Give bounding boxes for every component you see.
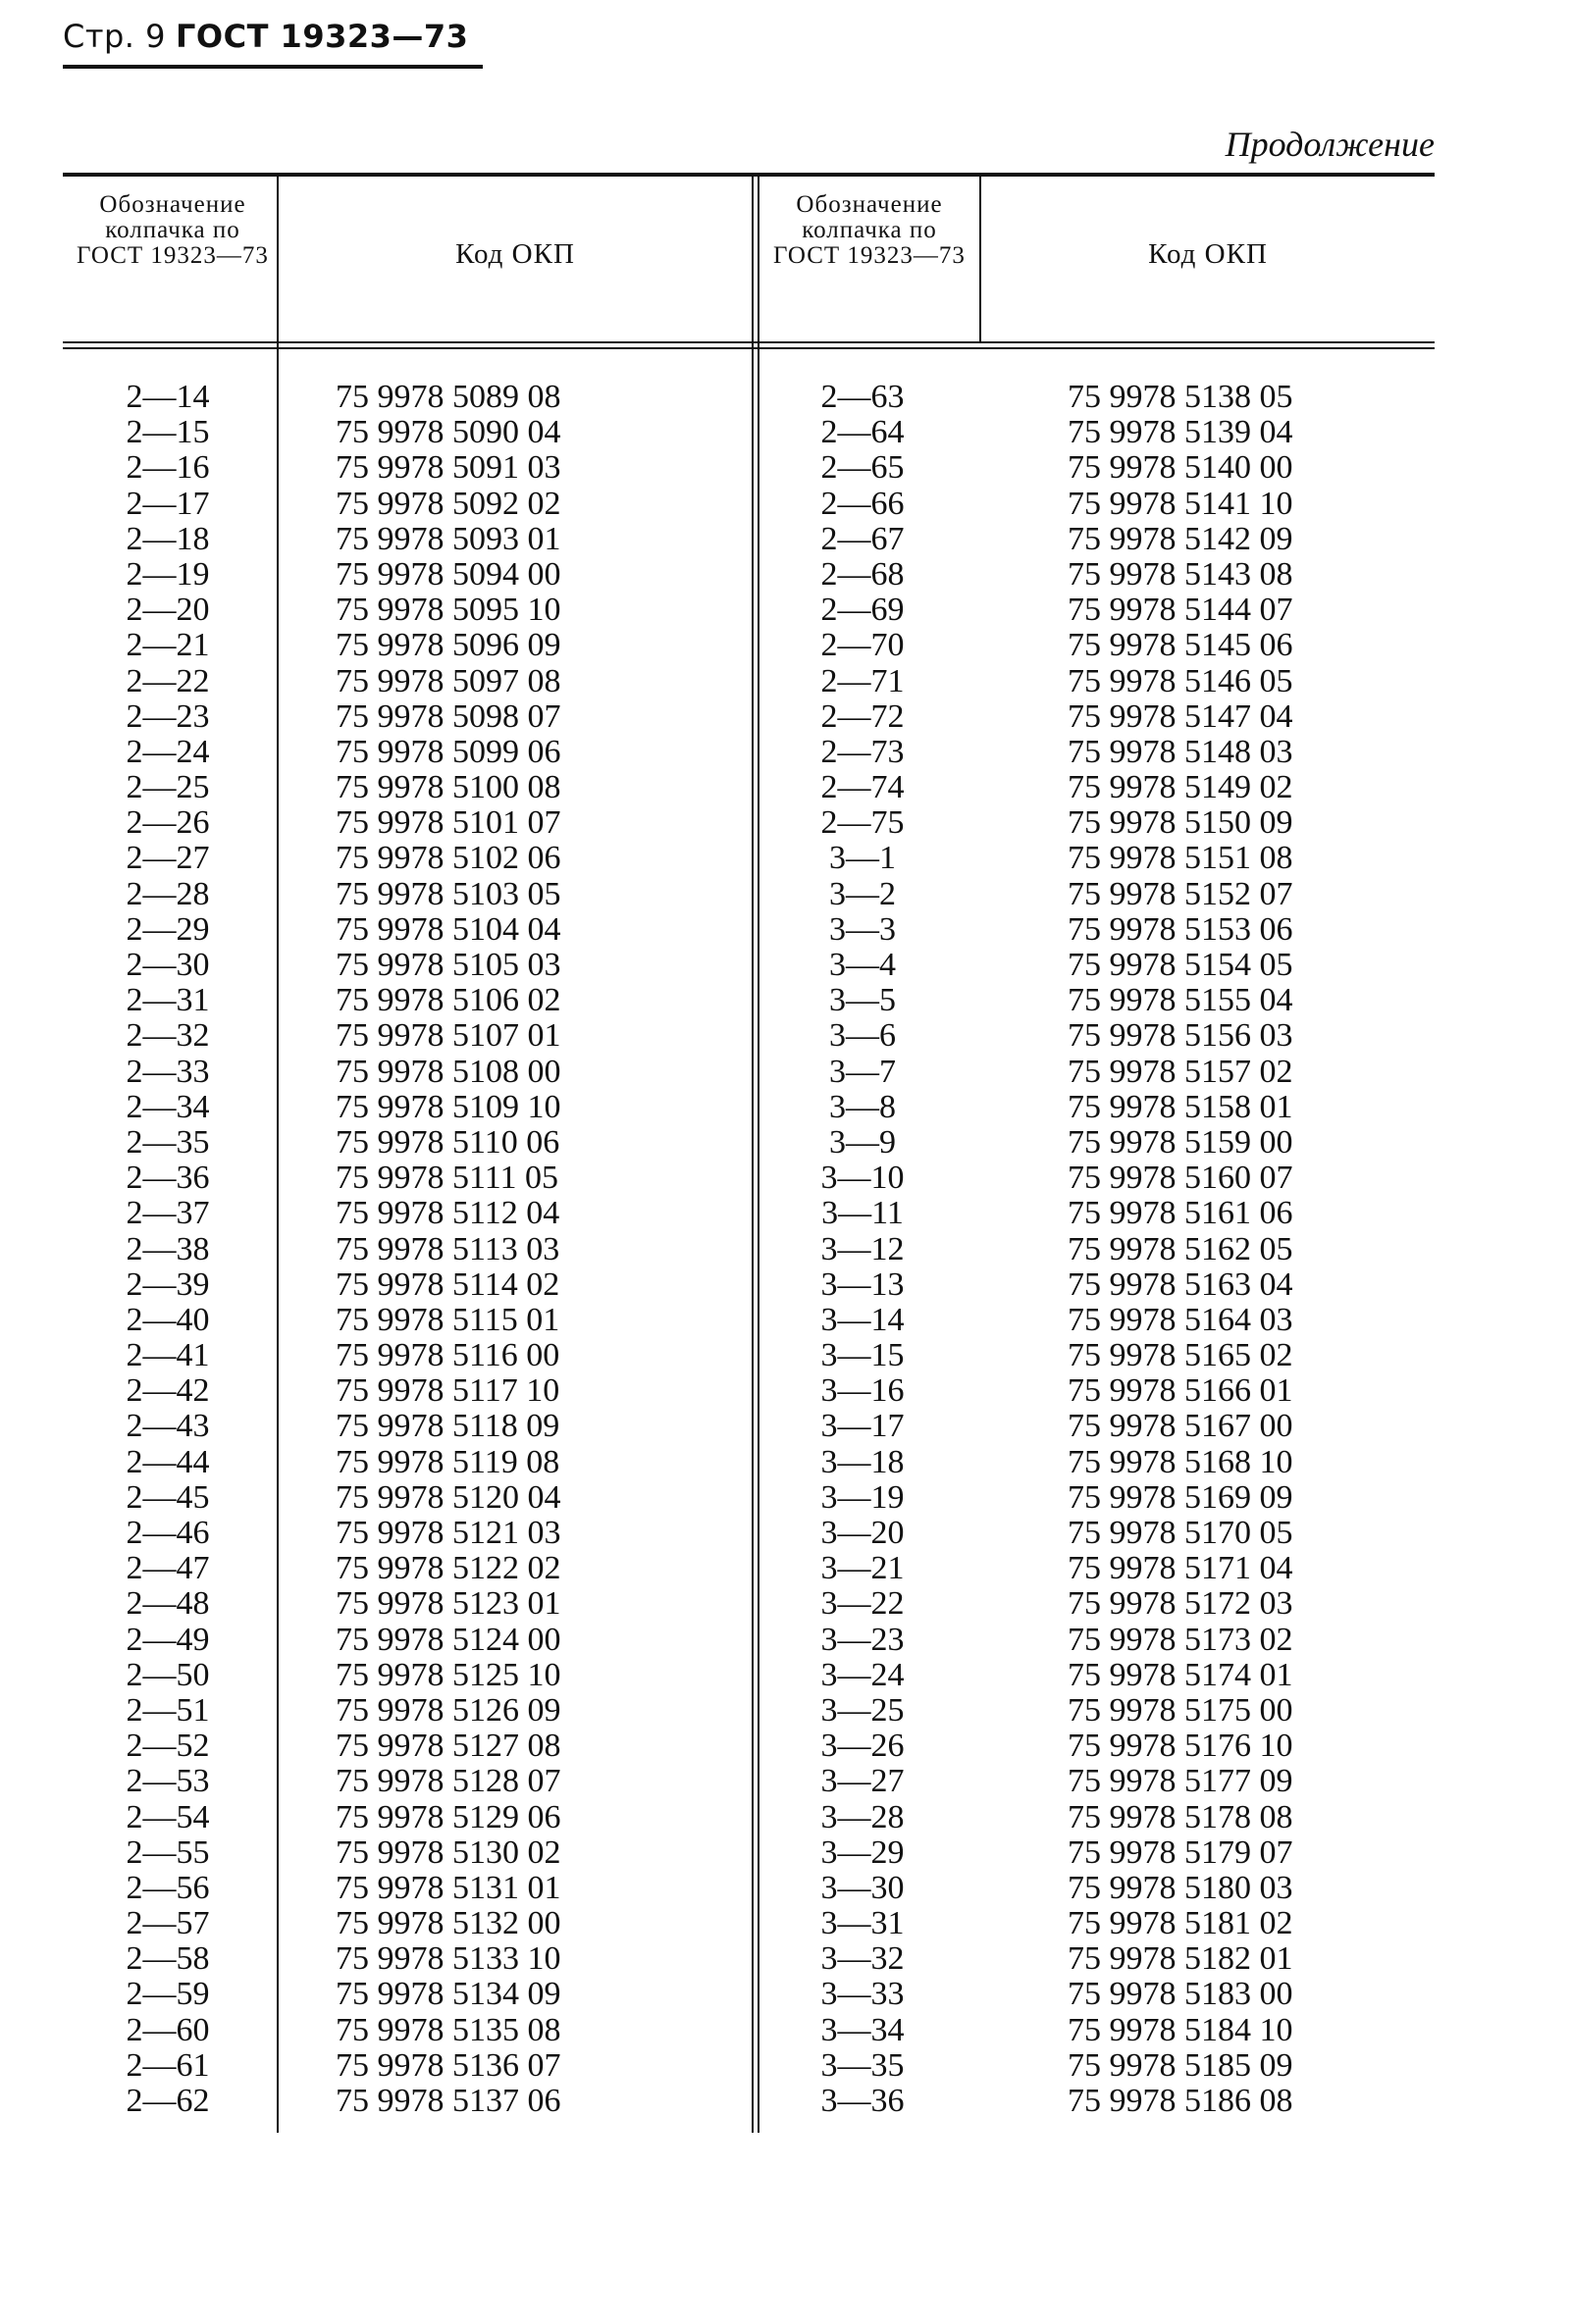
designation-cell: 2—18 — [126, 520, 210, 557]
designation-cell: 2—54 — [126, 1798, 210, 1835]
designation-cell: 2—44 — [126, 1443, 210, 1480]
okp-code-cell: 75 9978 5132 00 — [336, 1905, 561, 1942]
okp-code-cell: 75 9978 5133 10 — [336, 1940, 561, 1978]
okp-code-cell: 75 9978 5109 10 — [336, 1088, 561, 1125]
okp-code-cell: 75 9978 5147 04 — [1068, 697, 1293, 735]
designation-cell: 3—5 — [829, 982, 896, 1019]
okp-code-cell: 75 9978 5120 04 — [336, 1478, 561, 1516]
designation-cell: 2—46 — [126, 1515, 210, 1551]
okp-code-cell: 75 9978 5173 02 — [1068, 1621, 1293, 1658]
designation-cell: 2—26 — [126, 804, 210, 842]
designation-cell: 3—27 — [820, 1763, 905, 1800]
col-header-code-right: Код ОКП — [1148, 238, 1268, 270]
designation-cell: 3—22 — [820, 1585, 905, 1623]
designation-cell: 3—10 — [820, 1160, 905, 1197]
okp-code-cell: 75 9978 5099 06 — [336, 733, 561, 770]
okp-code-table — [63, 173, 1435, 2133]
designation-cell: 3—6 — [829, 1017, 896, 1055]
okp-code-cell: 75 9978 5171 04 — [1068, 1550, 1293, 1587]
divider-center-2 — [758, 175, 759, 2133]
left-designation-column — [94, 380, 241, 2119]
designation-cell: 2—28 — [126, 875, 210, 912]
okp-code-cell: 75 9978 5148 03 — [1068, 733, 1293, 770]
designation-cell: 2—58 — [126, 1940, 210, 1978]
okp-code-cell: 75 9978 5113 03 — [336, 1230, 560, 1267]
designation-cell: 3—23 — [820, 1621, 905, 1658]
designation-cell: 2—43 — [126, 1408, 210, 1445]
designation-cell: 2—40 — [126, 1301, 210, 1338]
okp-code-cell: 75 9978 5097 08 — [336, 662, 561, 699]
designation-cell: 3—8 — [829, 1088, 896, 1125]
col-header-code-left: Код ОКП — [455, 238, 575, 270]
okp-code-cell: 75 9978 5128 07 — [336, 1763, 561, 1800]
okp-code-cell: 75 9978 5123 01 — [336, 1585, 561, 1623]
okp-code-cell: 75 9978 5165 02 — [1068, 1337, 1293, 1374]
designation-cell: 2—31 — [126, 982, 210, 1019]
okp-code-cell: 75 9978 5140 00 — [1068, 449, 1293, 487]
okp-code-cell: 75 9978 5124 00 — [336, 1621, 561, 1658]
designation-cell: 2—67 — [820, 520, 905, 557]
okp-code-cell: 75 9978 5157 02 — [1068, 1053, 1293, 1090]
designation-cell: 2—37 — [126, 1195, 210, 1232]
okp-code-cell: 75 9978 5146 05 — [1068, 662, 1293, 699]
okp-code-cell: 75 9978 5106 02 — [336, 982, 561, 1019]
designation-cell: 3—19 — [820, 1478, 905, 1516]
okp-code-cell: 75 9978 5094 00 — [336, 555, 561, 593]
okp-code-cell: 75 9978 5134 09 — [336, 1976, 561, 2013]
okp-code-cell: 75 9978 5149 02 — [1068, 769, 1293, 806]
okp-code-cell: 75 9978 5135 08 — [336, 2011, 561, 2048]
okp-code-cell: 75 9978 5091 03 — [336, 449, 561, 487]
designation-cell: 2—42 — [126, 1372, 210, 1410]
okp-code-cell: 75 9978 5103 05 — [336, 875, 561, 912]
designation-cell: 2—20 — [126, 592, 210, 629]
divider-left — [277, 175, 279, 2133]
designation-cell: 2—56 — [126, 1869, 210, 1906]
okp-code-cell: 75 9978 5119 08 — [336, 1443, 560, 1480]
okp-code-cell: 75 9978 5101 07 — [336, 804, 561, 842]
okp-code-cell: 75 9978 5127 08 — [336, 1728, 561, 1765]
designation-cell: 2—30 — [126, 947, 210, 983]
designation-cell: 3—2 — [829, 875, 896, 912]
designation-cell: 2—64 — [820, 414, 905, 451]
designation-cell: 3—36 — [820, 2083, 905, 2119]
designation-cell: 2—57 — [126, 1905, 210, 1942]
okp-code-cell: 75 9978 5175 00 — [1068, 1691, 1293, 1729]
designation-cell: 2—55 — [126, 1833, 210, 1871]
col-header-designation-right: Обозначение колпачка по ГОСТ 19323—73 — [773, 191, 966, 269]
designation-cell: 2—65 — [820, 449, 905, 487]
designation-cell: 2—66 — [820, 485, 905, 522]
okp-code-cell: 75 9978 5136 07 — [336, 2046, 561, 2084]
okp-code-cell: 75 9978 5092 02 — [336, 485, 561, 522]
okp-code-cell: 75 9978 5116 00 — [336, 1337, 560, 1374]
okp-code-cell: 75 9978 5151 08 — [1068, 840, 1293, 877]
designation-cell: 2—16 — [126, 449, 210, 487]
designation-cell: 2—25 — [126, 769, 210, 806]
left-code-column — [336, 380, 728, 2119]
okp-code-cell: 75 9978 5111 05 — [336, 1160, 558, 1197]
designation-cell: 3—3 — [829, 910, 896, 948]
okp-code-cell: 75 9978 5122 02 — [336, 1550, 561, 1587]
okp-code-cell: 75 9978 5152 07 — [1068, 875, 1293, 912]
okp-code-cell: 75 9978 5185 09 — [1068, 2046, 1293, 2084]
designation-cell: 3—35 — [820, 2046, 905, 2084]
okp-code-cell: 75 9978 5180 03 — [1068, 1869, 1293, 1906]
designation-cell: 3—17 — [820, 1408, 905, 1445]
page-number: Стр. 9 — [63, 18, 166, 55]
designation-cell: 2—59 — [126, 1976, 210, 2013]
okp-code-cell: 75 9978 5117 10 — [336, 1372, 560, 1410]
okp-code-cell: 75 9978 5161 06 — [1068, 1195, 1293, 1232]
designation-cell: 3—33 — [820, 1976, 905, 2013]
okp-code-cell: 75 9978 5115 01 — [336, 1301, 560, 1338]
okp-code-cell: 75 9978 5108 00 — [336, 1053, 561, 1090]
okp-code-cell: 75 9978 5126 09 — [336, 1691, 561, 1729]
okp-code-cell: 75 9978 5184 10 — [1068, 2011, 1293, 2048]
designation-cell: 3—11 — [821, 1195, 904, 1232]
designation-cell: 3—13 — [820, 1265, 905, 1303]
okp-code-cell: 75 9978 5162 05 — [1068, 1230, 1293, 1267]
designation-cell: 2—68 — [820, 555, 905, 593]
okp-code-cell: 75 9978 5131 01 — [336, 1869, 561, 1906]
standard-number: ГОСТ 19323—73 — [176, 18, 469, 55]
designation-cell: 2—63 — [820, 379, 905, 415]
designation-cell: 2—32 — [126, 1017, 210, 1055]
designation-cell: 3—29 — [820, 1833, 905, 1871]
okp-code-cell: 75 9978 5160 07 — [1068, 1160, 1293, 1197]
okp-code-cell: 75 9978 5169 09 — [1068, 1478, 1293, 1516]
header-bottom-rule-2 — [63, 347, 1435, 349]
designation-cell: 2—39 — [126, 1265, 210, 1303]
okp-code-cell: 75 9978 5090 04 — [336, 414, 561, 451]
okp-code-cell: 75 9978 5163 04 — [1068, 1265, 1293, 1303]
designation-cell: 2—71 — [820, 662, 905, 699]
designation-cell: 2—51 — [126, 1691, 210, 1729]
okp-code-cell: 75 9978 5121 03 — [336, 1515, 561, 1551]
continuation-label: Продолжение — [1225, 125, 1435, 164]
designation-cell: 2—34 — [126, 1088, 210, 1125]
designation-cell: 2—50 — [126, 1656, 210, 1693]
okp-code-cell: 75 9978 5104 04 — [336, 910, 561, 948]
okp-code-cell: 75 9978 5118 09 — [336, 1408, 560, 1445]
designation-cell: 3—12 — [820, 1230, 905, 1267]
designation-cell: 3—15 — [820, 1337, 905, 1374]
okp-code-cell: 75 9978 5102 06 — [336, 840, 561, 877]
okp-code-cell: 75 9978 5150 09 — [1068, 804, 1293, 842]
okp-code-cell: 75 9978 5155 04 — [1068, 982, 1293, 1019]
designation-cell: 2—35 — [126, 1123, 210, 1161]
designation-cell: 3—34 — [820, 2011, 905, 2048]
designation-cell: 2—38 — [126, 1230, 210, 1267]
okp-code-cell: 75 9978 5182 01 — [1068, 1940, 1293, 1978]
designation-cell: 3—4 — [829, 947, 896, 983]
okp-code-cell: 75 9978 5139 04 — [1068, 414, 1293, 451]
designation-cell: 3—32 — [820, 1940, 905, 1978]
okp-code-cell: 75 9978 5177 09 — [1068, 1763, 1293, 1800]
designation-cell: 2—17 — [126, 485, 210, 522]
designation-cell: 3—1 — [829, 840, 896, 877]
okp-code-cell: 75 9978 5089 08 — [336, 379, 561, 415]
designation-cell: 2—74 — [820, 769, 905, 806]
designation-cell: 2—33 — [126, 1053, 210, 1090]
okp-code-cell: 75 9978 5093 01 — [336, 520, 561, 557]
okp-code-cell: 75 9978 5166 01 — [1068, 1372, 1293, 1410]
designation-cell: 2—19 — [126, 555, 210, 593]
okp-code-cell: 75 9978 5153 06 — [1068, 910, 1293, 948]
okp-code-cell: 75 9978 5158 01 — [1068, 1088, 1293, 1125]
designation-cell: 2—49 — [126, 1621, 210, 1658]
okp-code-cell: 75 9978 5186 08 — [1068, 2083, 1293, 2119]
designation-cell: 2—23 — [126, 697, 210, 735]
header-bottom-rule — [63, 341, 1435, 343]
okp-code-cell: 75 9978 5156 03 — [1068, 1017, 1293, 1055]
okp-code-cell: 75 9978 5144 07 — [1068, 592, 1293, 629]
okp-code-cell: 75 9978 5141 10 — [1068, 485, 1293, 522]
divider-center — [752, 175, 754, 2133]
designation-cell: 2—36 — [126, 1160, 210, 1197]
designation-cell: 2—61 — [126, 2046, 210, 2084]
page-header — [63, 18, 468, 55]
okp-code-cell: 75 9978 5137 06 — [336, 2083, 561, 2119]
okp-code-cell: 75 9978 5181 02 — [1068, 1905, 1293, 1942]
header-rule — [63, 65, 483, 69]
table-top-rule — [63, 173, 1435, 177]
designation-cell: 3—18 — [820, 1443, 905, 1480]
designation-cell: 2—47 — [126, 1550, 210, 1587]
okp-code-cell: 75 9978 5114 02 — [336, 1265, 560, 1303]
designation-cell: 3—24 — [820, 1656, 905, 1693]
designation-cell: 3—20 — [820, 1515, 905, 1551]
okp-code-cell: 75 9978 5125 10 — [336, 1656, 561, 1693]
designation-cell: 2—45 — [126, 1478, 210, 1516]
designation-cell: 2—73 — [820, 733, 905, 770]
designation-cell: 3—26 — [820, 1728, 905, 1765]
designation-cell: 2—14 — [126, 379, 210, 415]
designation-cell: 2—75 — [820, 804, 905, 842]
designation-cell: 3—31 — [820, 1905, 905, 1942]
designation-cell: 3—7 — [829, 1053, 896, 1090]
designation-cell: 2—48 — [126, 1585, 210, 1623]
designation-cell: 2—53 — [126, 1763, 210, 1800]
right-designation-column — [789, 380, 936, 2119]
okp-code-cell: 75 9978 5159 00 — [1068, 1123, 1293, 1161]
right-code-column — [1068, 380, 1431, 2119]
designation-cell: 2—29 — [126, 910, 210, 948]
okp-code-cell: 75 9978 5172 03 — [1068, 1585, 1293, 1623]
designation-cell: 2—72 — [820, 697, 905, 735]
designation-cell: 2—52 — [126, 1728, 210, 1765]
designation-cell: 2—24 — [126, 733, 210, 770]
okp-code-cell: 75 9978 5107 01 — [336, 1017, 561, 1055]
okp-code-cell: 75 9978 5176 10 — [1068, 1728, 1293, 1765]
okp-code-cell: 75 9978 5179 07 — [1068, 1833, 1293, 1871]
okp-code-cell: 75 9978 5138 05 — [1068, 379, 1293, 415]
designation-cell: 3—25 — [820, 1691, 905, 1729]
col-header-designation-left: Обозначение колпачка по ГОСТ 19323—73 — [77, 191, 269, 269]
okp-code-cell: 75 9978 5143 08 — [1068, 555, 1293, 593]
okp-code-cell: 75 9978 5154 05 — [1068, 947, 1293, 983]
okp-code-cell: 75 9978 5112 04 — [336, 1195, 560, 1232]
okp-code-cell: 75 9978 5170 05 — [1068, 1515, 1293, 1551]
designation-cell: 3—9 — [829, 1123, 896, 1161]
okp-code-cell: 75 9978 5183 00 — [1068, 1976, 1293, 2013]
designation-cell: 3—30 — [820, 1869, 905, 1906]
okp-code-cell: 75 9978 5174 01 — [1068, 1656, 1293, 1693]
designation-cell: 2—15 — [126, 414, 210, 451]
designation-cell: 3—21 — [820, 1550, 905, 1587]
okp-code-cell: 75 9978 5105 03 — [336, 947, 561, 983]
okp-code-cell: 75 9978 5096 09 — [336, 627, 561, 664]
designation-cell: 2—62 — [126, 2083, 210, 2119]
designation-cell: 2—69 — [820, 592, 905, 629]
okp-code-cell: 75 9978 5129 06 — [336, 1798, 561, 1835]
okp-code-cell: 75 9978 5142 09 — [1068, 520, 1293, 557]
okp-code-cell: 75 9978 5130 02 — [336, 1833, 561, 1871]
okp-code-cell: 75 9978 5095 10 — [336, 592, 561, 629]
okp-code-cell: 75 9978 5100 08 — [336, 769, 561, 806]
okp-code-cell: 75 9978 5098 07 — [336, 697, 561, 735]
okp-code-cell: 75 9978 5167 00 — [1068, 1408, 1293, 1445]
okp-code-cell: 75 9978 5178 08 — [1068, 1798, 1293, 1835]
designation-cell: 2—27 — [126, 840, 210, 877]
designation-cell: 2—70 — [820, 627, 905, 664]
okp-code-cell: 75 9978 5110 06 — [336, 1123, 560, 1161]
okp-code-cell: 75 9978 5168 10 — [1068, 1443, 1293, 1480]
designation-cell: 3—14 — [820, 1301, 905, 1338]
designation-cell: 2—60 — [126, 2011, 210, 2048]
designation-cell: 2—22 — [126, 662, 210, 699]
okp-code-cell: 75 9978 5164 03 — [1068, 1301, 1293, 1338]
designation-cell: 3—28 — [820, 1798, 905, 1835]
designation-cell: 2—41 — [126, 1337, 210, 1374]
designation-cell: 2—21 — [126, 627, 210, 664]
okp-code-cell: 75 9978 5145 06 — [1068, 627, 1293, 664]
designation-cell: 3—16 — [820, 1372, 905, 1410]
